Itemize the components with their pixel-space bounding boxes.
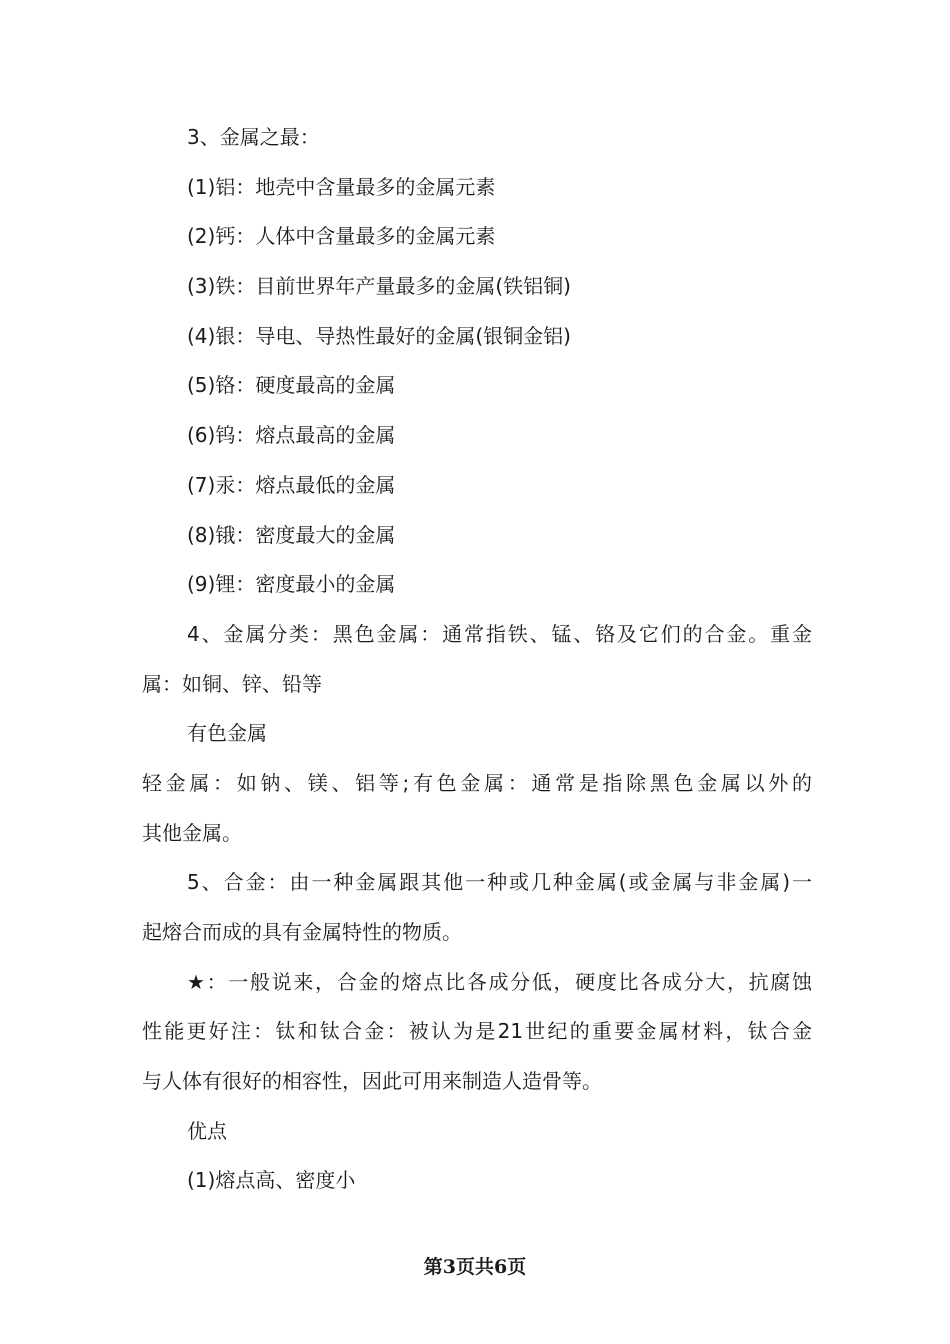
list-item: (2)钙：人体中含量最多的金属元素 [187, 224, 496, 249]
paragraph-line: 优点 [187, 1118, 227, 1143]
list-item: (1)熔点高、密度小 [187, 1168, 356, 1193]
list-item: (5)铬：硬度最高的金属 [187, 373, 396, 398]
paragraph-line: 轻金属：如钠、镁、铝等;有色金属：通常是指除黑色金属以外的 [142, 770, 812, 795]
paragraph-line: 4、金属分类：黑色金属：通常指铁、锰、铬及它们的合金。重金 [187, 621, 812, 646]
document-body [142, 113, 812, 1206]
list-item: (1)铝：地壳中含量最多的金属元素 [187, 174, 496, 199]
paragraph-line: 起熔合而成的具有金属特性的物质。 [142, 920, 462, 944]
list-item: (7)汞：熔点最低的金属 [187, 472, 396, 497]
paragraph-line: ★：一般说来，合金的熔点比各成分低，硬度比各成分大，抗腐蚀 [187, 969, 812, 994]
list-item: (3)铁：目前世界年产量最多的金属(铁铝铜) [187, 274, 571, 299]
section-heading: 3、金属之最： [187, 125, 320, 149]
paragraph-line: 性能更好注：钛和钛合金：被认为是21世纪的重要金属材料，钛合金 [142, 1019, 812, 1044]
paragraph-line: 与人体有很好的相容性，因此可用来制造人造骨等。 [142, 1069, 602, 1094]
paragraph-line: 属：如铜、锌、铅等 [142, 671, 322, 696]
paragraph-line: 其他金属。 [142, 820, 242, 845]
page-number: 第3页共6页 [423, 1256, 527, 1278]
list-item: (9)锂：密度最小的金属 [187, 572, 396, 597]
paragraph-line: 5、合金：由一种金属跟其他一种或几种金属(或金属与非金属)一 [187, 870, 812, 895]
paragraph-line: 有色金属 [187, 721, 267, 746]
list-item: (8)锇：密度最大的金属 [187, 522, 396, 547]
list-item: (4)银：导电、导热性最好的金属(银铜金铝) [187, 323, 571, 348]
list-item: (6)钨：熔点最高的金属 [187, 423, 396, 448]
